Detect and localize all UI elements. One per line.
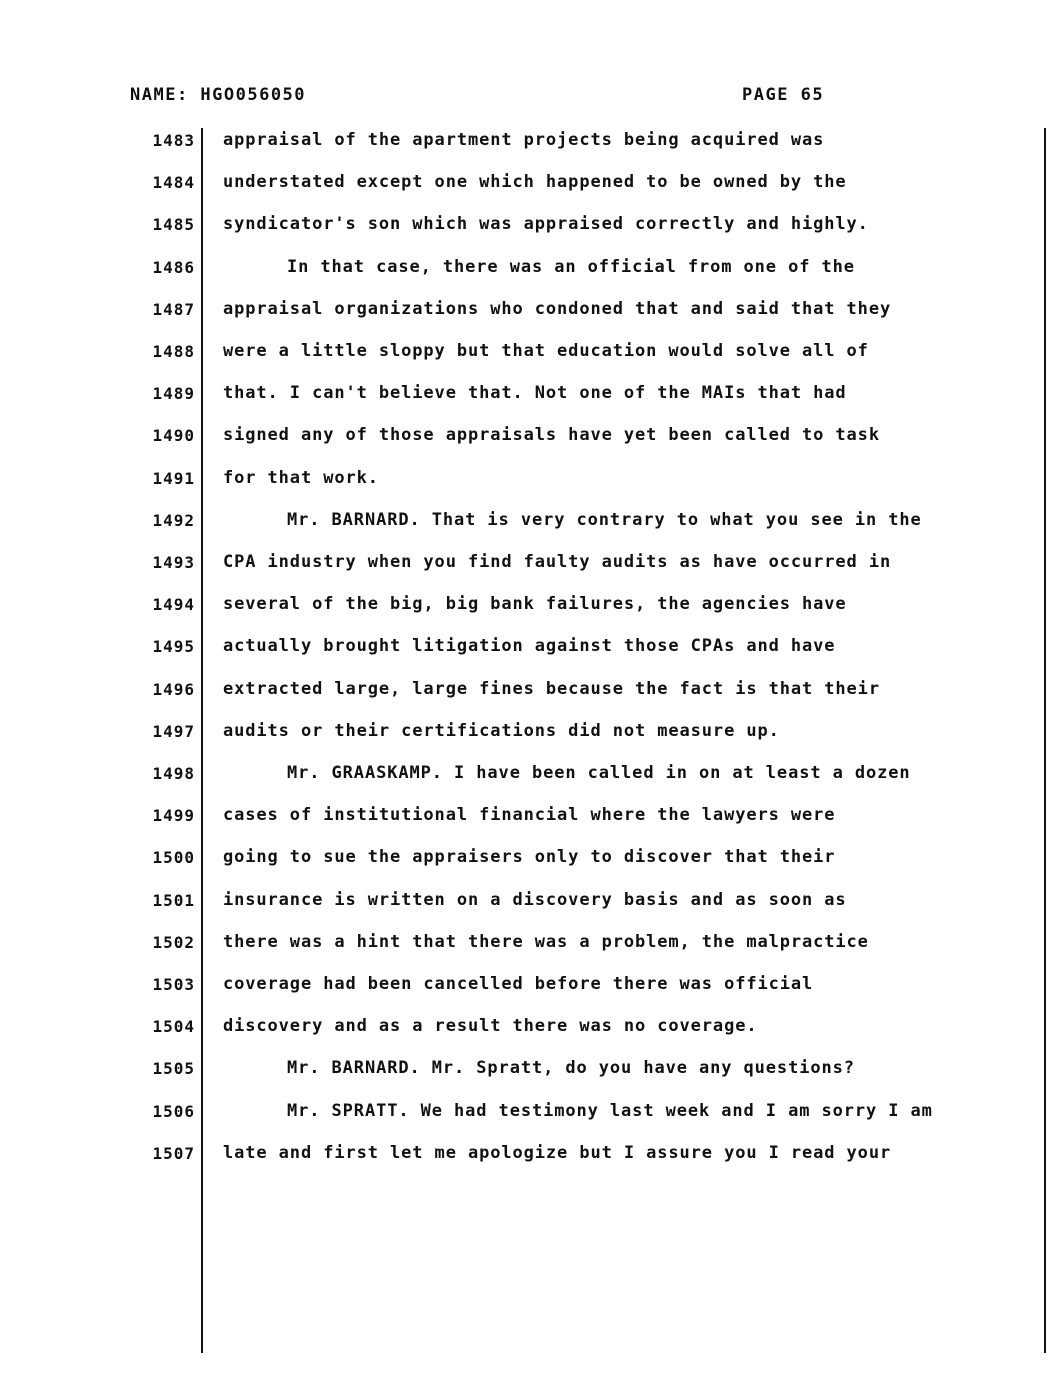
line-number: 1496 (152, 679, 195, 699)
transcript-line (0, 378, 1062, 420)
line-text: insurance is written on a discovery basis and as soon as (223, 889, 847, 910)
line-number: 1484 (152, 173, 195, 193)
line-number: 1499 (152, 806, 195, 826)
transcript-line (0, 167, 1062, 209)
line-text: Mr. BARNARD. That is very contrary to what you see in the (287, 509, 922, 530)
line-number: 1492 (152, 510, 195, 530)
line-text: appraisal organizations who condoned that and said that they (223, 298, 892, 319)
line-text: cases of institutional financial where the lawyers were (223, 805, 836, 826)
line-number: 1500 (152, 848, 195, 868)
transcript-line (0, 674, 1062, 716)
line-number: 1495 (152, 637, 195, 657)
transcript-line (0, 631, 1062, 673)
line-number: 1490 (152, 426, 195, 446)
line-text: syndicator's son which was appraised correctly and highly. (223, 214, 869, 235)
transcript-line (0, 505, 1062, 547)
transcript-line (0, 885, 1062, 927)
line-text: discovery and as a result there was no coverage. (223, 1016, 758, 1037)
line-text: were a little sloppy but that education would solve all of (223, 341, 869, 361)
line-text: Mr. BARNARD. Mr. Spratt, do you have any questions? (287, 1058, 855, 1079)
line-number: 1505 (152, 1059, 195, 1079)
line-number: 1503 (152, 975, 195, 994)
line-number: 1506 (152, 1101, 195, 1121)
line-text: several of the big, big bank failures, the agencies have (223, 594, 847, 615)
line-number: 1504 (152, 1017, 195, 1037)
line-number: 1491 (152, 468, 195, 488)
transcript-line (0, 1011, 1062, 1053)
line-number: 1494 (152, 595, 195, 615)
transcript-line (0, 758, 1062, 800)
transcript-line (0, 842, 1062, 884)
transcript-line (0, 209, 1062, 251)
transcript-line (0, 463, 1062, 505)
transcript-line (0, 125, 1062, 167)
transcript-line (0, 927, 1062, 969)
transcript-line (0, 420, 1062, 462)
transcript-line (0, 294, 1062, 336)
transcript-line (0, 716, 1062, 758)
document-name: NAME: HGO056050 (130, 85, 307, 105)
line-text: late and first let me apologize but I assure you I read your (223, 1142, 892, 1163)
line-text: understated except one which happened to be owned by the (223, 172, 847, 193)
line-text: extracted large, large fines because the fact is that their (223, 678, 880, 699)
transcript-line (0, 969, 1062, 1011)
line-number: 1501 (152, 890, 195, 910)
line-number: 1486 (152, 257, 195, 277)
line-number: 1485 (152, 215, 195, 235)
line-text: appraisal of the apartment projects being acquired was (223, 130, 825, 150)
line-text: audits or their certifications did not measure up. (223, 720, 780, 741)
transcript-line (0, 336, 1062, 378)
line-text: Mr. SPRATT. We had testimony last week and I am sorry I am (287, 1100, 933, 1121)
line-text: CPA industry when you find faulty audits as have occurred in (223, 552, 892, 572)
line-number: 1489 (152, 384, 195, 404)
line-text: there was a hint that there was a problem, the malpractice (223, 931, 869, 952)
line-number: 1487 (152, 299, 195, 319)
line-text: going to sue the appraisers only to discover that their (223, 847, 836, 868)
line-text: signed any of those appraisals have yet been called to task (223, 425, 880, 446)
line-text: that. I can't believe that. Not one of the MAIs that had (223, 383, 847, 404)
transcript-line (0, 1138, 1062, 1180)
line-number: 1497 (152, 721, 195, 741)
transcript-line (0, 589, 1062, 631)
line-number: 1493 (152, 553, 195, 572)
line-text: Mr. GRAASKAMP. I have been called in on at least a dozen (287, 763, 911, 783)
line-text: In that case, there was an official from one of the (287, 256, 855, 277)
line-number: 1483 (152, 131, 195, 150)
transcript-line (0, 1096, 1062, 1138)
line-number: 1488 (152, 342, 195, 361)
transcript-line (0, 1053, 1062, 1095)
transcript-line (0, 252, 1062, 294)
line-text: actually brought litigation against those CPAs and have (223, 636, 836, 657)
transcript-line (0, 800, 1062, 842)
line-text: coverage had been cancelled before there was official (223, 974, 814, 994)
page-number: PAGE 65 (742, 85, 825, 105)
line-number: 1507 (152, 1143, 195, 1163)
line-number: 1502 (152, 932, 195, 952)
line-text: for that work. (223, 467, 379, 488)
line-number: 1498 (152, 764, 195, 783)
transcript-line (0, 547, 1062, 589)
